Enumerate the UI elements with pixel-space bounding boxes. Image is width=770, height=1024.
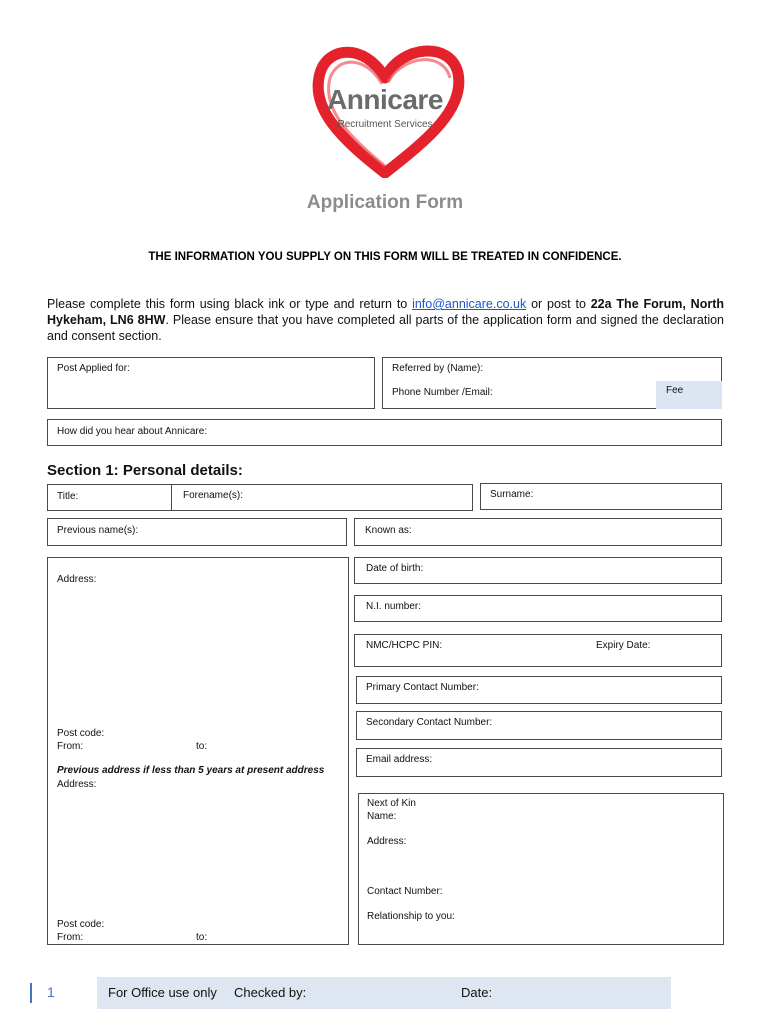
page-number: 1 [47,984,55,1000]
from-label: From: [57,741,84,752]
intro-paragraph [47,296,724,344]
page-marker [30,983,32,1003]
forenames-label: Forename(s): [183,490,244,501]
ni-number-label: N.I. number: [366,601,422,612]
nmc-pin-label: NMC/HCPC PIN: [366,640,443,651]
name-row-box [47,484,473,511]
dob-label: Date of birth: [366,563,424,574]
previous-to-label: to: [196,932,208,943]
next-of-kin-block[interactable] [358,793,724,945]
referred-by-label: Referred by (Name): [392,363,484,374]
intro-text-2: or post to [526,297,591,311]
known-as-label: Known as: [365,525,412,536]
fee-field[interactable] [656,381,722,409]
secondary-contact-label: Secondary Contact Number: [366,717,493,728]
email-field[interactable] [356,748,722,777]
email-label: Email address: [366,754,433,765]
confidentiality-notice: THE INFORMATION YOU SUPPLY ON THIS FORM WILL BE TREATED IN CONFIDENCE. [148,251,622,263]
previous-address-label: Address: [57,779,97,790]
logo-brand-name: Annicare [327,84,443,115]
how-heard-label: How did you hear about Annicare: [57,426,208,437]
title-label: Title: [57,491,79,502]
post-code-label: Post code: [57,728,105,739]
known-as-field[interactable] [354,518,722,546]
name-row-divider [171,484,172,511]
how-heard-field[interactable] [47,419,722,446]
post-applied-label: Post Applied for: [57,363,130,374]
surname-field[interactable] [480,483,722,510]
office-use-label: For Office use only [108,985,217,1000]
next-of-kin-name-label: Name: [367,811,397,822]
to-label: to: [196,741,208,752]
surname-label: Surname: [490,489,534,500]
next-of-kin-relationship-label: Relationship to you: [367,911,455,922]
checked-by-label: Checked by: [234,985,307,1000]
previous-post-code-label: Post code: [57,919,105,930]
previous-address-note: Previous address if less than 5 years at present address [57,765,325,776]
expiry-date-label: Expiry Date: [596,640,651,651]
phone-email-label: Phone Number /Email: [392,387,493,398]
fee-label: Fee [666,385,684,396]
previous-names-field[interactable] [47,518,347,546]
ni-number-field[interactable] [354,595,722,622]
intro-text-1: Please complete this form using black ink or type and return to [47,297,413,311]
intro-text-3: . Please ensure that you have completed all parts of the application form and signed the declaration and consent section. [47,313,725,343]
logo-tagline: Recruitment Services [337,119,433,130]
next-of-kin-contact-label: Contact Number: [367,886,443,897]
contact-email-link[interactable]: info@annicare.co.uk [412,297,527,311]
secondary-contact-field[interactable] [356,711,722,740]
postal-address: 22a The Forum, North Hykeham, LN6 8HW [47,297,724,327]
previous-names-label: Previous name(s): [57,525,139,536]
post-applied-field[interactable] [47,357,375,409]
primary-contact-label: Primary Contact Number: [366,682,479,693]
previous-from-label: From: [57,932,84,943]
nmc-pin-field[interactable] [354,634,722,667]
form-title: Application Form [306,192,464,213]
section-1-heading: Section 1: Personal details: [47,462,243,479]
primary-contact-field[interactable] [356,676,722,704]
next-of-kin-heading: Next of Kin [367,798,416,809]
address-block[interactable] [47,557,349,945]
address-label: Address: [57,574,97,585]
office-use-bar [97,977,671,1009]
next-of-kin-address-label: Address: [367,836,407,847]
office-date-label: Date: [461,985,493,1000]
dob-field[interactable] [354,557,722,584]
